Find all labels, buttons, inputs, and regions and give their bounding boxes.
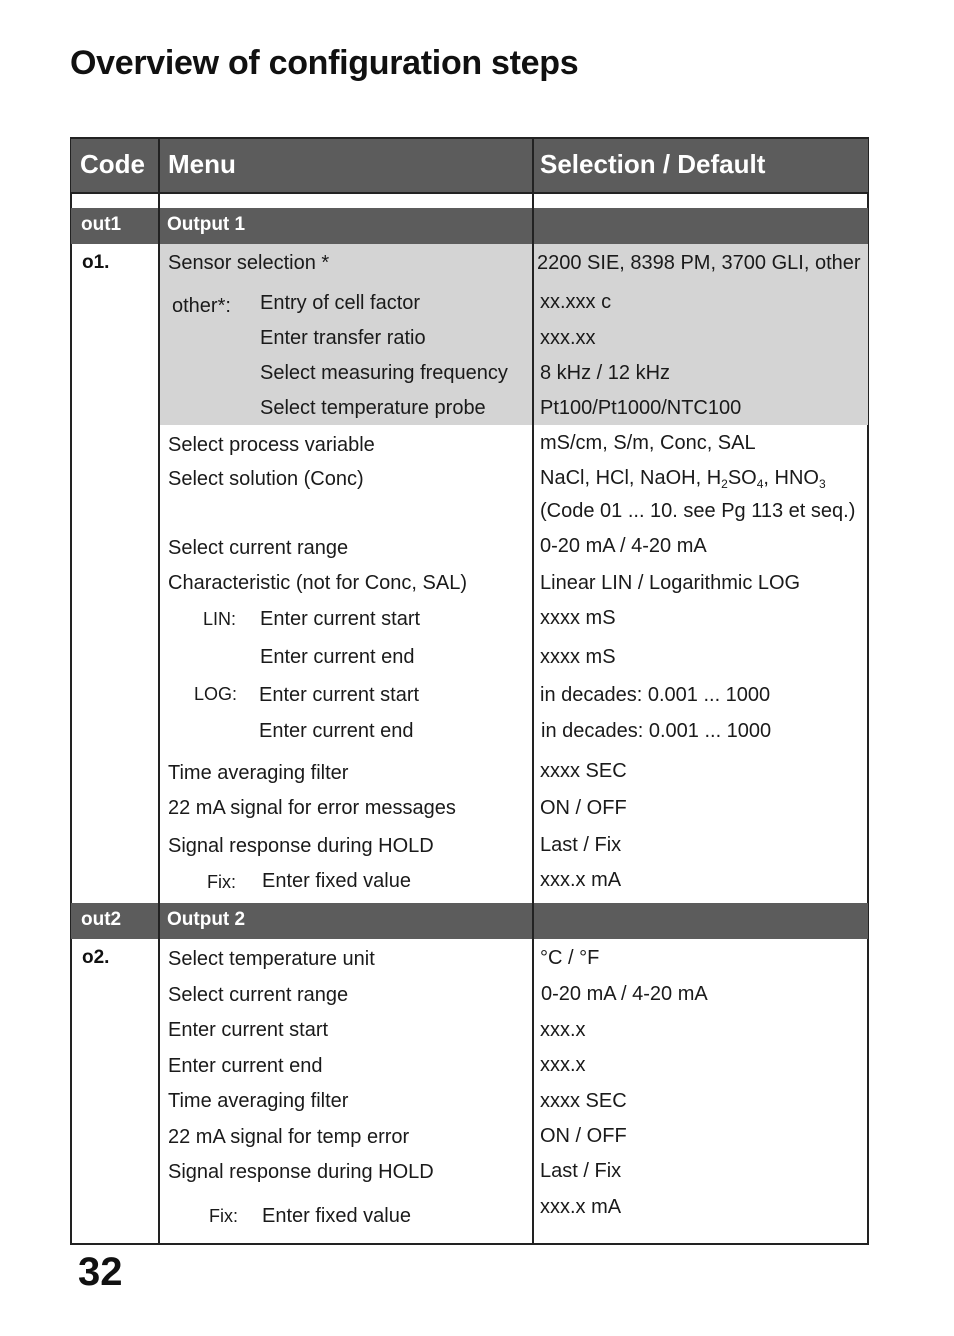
menu-lin-end: Enter current end — [260, 646, 415, 668]
value-log-end: in decades: 0.001 ... 1000 — [541, 720, 772, 742]
menu-measuring-frequency: Select measuring frequency — [260, 362, 508, 384]
fix-prefix: Fix: — [207, 872, 236, 892]
menu-error-signal: 22 mA signal for error messages — [168, 797, 456, 819]
value-hold: Last / Fix — [540, 834, 622, 856]
value-row: 0-20 mA / 4-20 mA — [541, 983, 708, 1005]
section-band-out1 — [71, 208, 868, 244]
menu-row: Signal response during HOLD — [168, 1161, 434, 1183]
menu-row: 22 mA signal for temp error — [168, 1126, 410, 1148]
value-lin-start: xxxx mS — [540, 607, 616, 629]
menu-row: Select temperature unit — [168, 948, 375, 970]
value-solution-codes: (Code 01 ... 10. see Pg 113 et seq.) — [540, 500, 856, 522]
value-fix: xxx.x mA — [540, 1196, 622, 1218]
menu-fix: Enter fixed value — [262, 870, 411, 892]
value-row: xxx.x — [540, 1054, 586, 1076]
menu-characteristic: Characteristic (not for Conc, SAL) — [168, 572, 467, 594]
value-sensor-selection: 2200 SIE, 8398 PM, 3700 GLI, other — [537, 252, 861, 274]
menu-row: Select current range — [168, 984, 349, 1006]
menu-current-range: Select current range — [168, 537, 349, 559]
page-title: Overview of configuration steps — [70, 44, 579, 82]
value-row: xxx.x — [540, 1019, 586, 1041]
header-selection: Selection / Default — [540, 149, 766, 179]
other-prefix: other*: — [172, 295, 231, 317]
value-cell-factor: xx.xxx c — [540, 291, 612, 313]
menu-log-start: Enter current start — [259, 684, 420, 706]
menu-averaging: Time averaging filter — [168, 762, 349, 784]
menu-row: Enter current start — [168, 1019, 329, 1041]
value-lin-end: xxxx mS — [540, 646, 616, 668]
value-current-range: 0-20 mA / 4-20 mA — [540, 535, 707, 557]
menu-solution: Select solution (Conc) — [168, 468, 364, 490]
menu-row: Time averaging filter — [168, 1090, 349, 1112]
band-code: out2 — [81, 909, 122, 930]
table-header — [71, 137, 868, 194]
value-transfer-ratio: xxx.xx — [540, 327, 596, 349]
value-measuring-frequency: 8 kHz / 12 kHz — [540, 362, 671, 384]
value-characteristic: Linear LIN / Logarithmic LOG — [540, 572, 801, 594]
menu-lin-start: Enter current start — [260, 608, 421, 630]
menu-fix: Enter fixed value — [262, 1205, 411, 1227]
step-code-o1: o1. — [82, 252, 110, 273]
menu-process-variable: Select process variable — [168, 434, 375, 456]
band-label: Output 2 — [167, 909, 246, 930]
log-prefix: LOG: — [194, 684, 238, 704]
page-number: 32 — [78, 1250, 123, 1294]
column-divider-menu — [532, 137, 534, 1245]
value-log-start: in decades: 0.001 ... 1000 — [540, 684, 771, 706]
value-averaging: xxxx SEC — [540, 760, 627, 782]
step-code-o2: o2. — [82, 947, 110, 968]
value-solution: NaCl, HCl, NaOH, $H_2SO_4$, $HNO_3$ — [540, 467, 826, 491]
table-border-bottom — [70, 1243, 869, 1245]
value-row: °C / °F — [540, 947, 600, 969]
section-band-out2 — [71, 903, 868, 939]
menu-row: Enter current end — [168, 1055, 323, 1077]
menu-sensor-selection: Sensor selection * — [168, 252, 330, 274]
value-row: xxxx SEC — [540, 1090, 627, 1112]
table-border-left — [70, 137, 72, 1245]
menu-hold: Signal response during HOLD — [168, 835, 434, 857]
menu-transfer-ratio: Enter transfer ratio — [260, 327, 426, 349]
value-row: ON / OFF — [540, 1125, 627, 1147]
value-temperature-probe: Pt100/Pt1000/NTC100 — [540, 397, 742, 419]
value-error-signal: ON / OFF — [540, 797, 627, 819]
column-divider-code — [158, 137, 160, 1245]
menu-cell-factor: Entry of cell factor — [260, 292, 421, 314]
band-label: Output 1 — [167, 214, 246, 235]
menu-log-end: Enter current end — [259, 720, 414, 742]
value-fix: xxx.x mA — [540, 869, 622, 891]
lin-prefix: LIN: — [203, 609, 237, 629]
fix-prefix: Fix: — [209, 1206, 238, 1226]
value-row: Last / Fix — [540, 1160, 622, 1182]
menu-temperature-probe: Select temperature probe — [260, 397, 486, 419]
value-process-variable: mS/cm, S/m, Conc, SAL — [540, 432, 756, 454]
band-code: out1 — [81, 214, 122, 235]
header-menu: Menu — [168, 149, 236, 179]
header-code: Code — [80, 149, 145, 179]
